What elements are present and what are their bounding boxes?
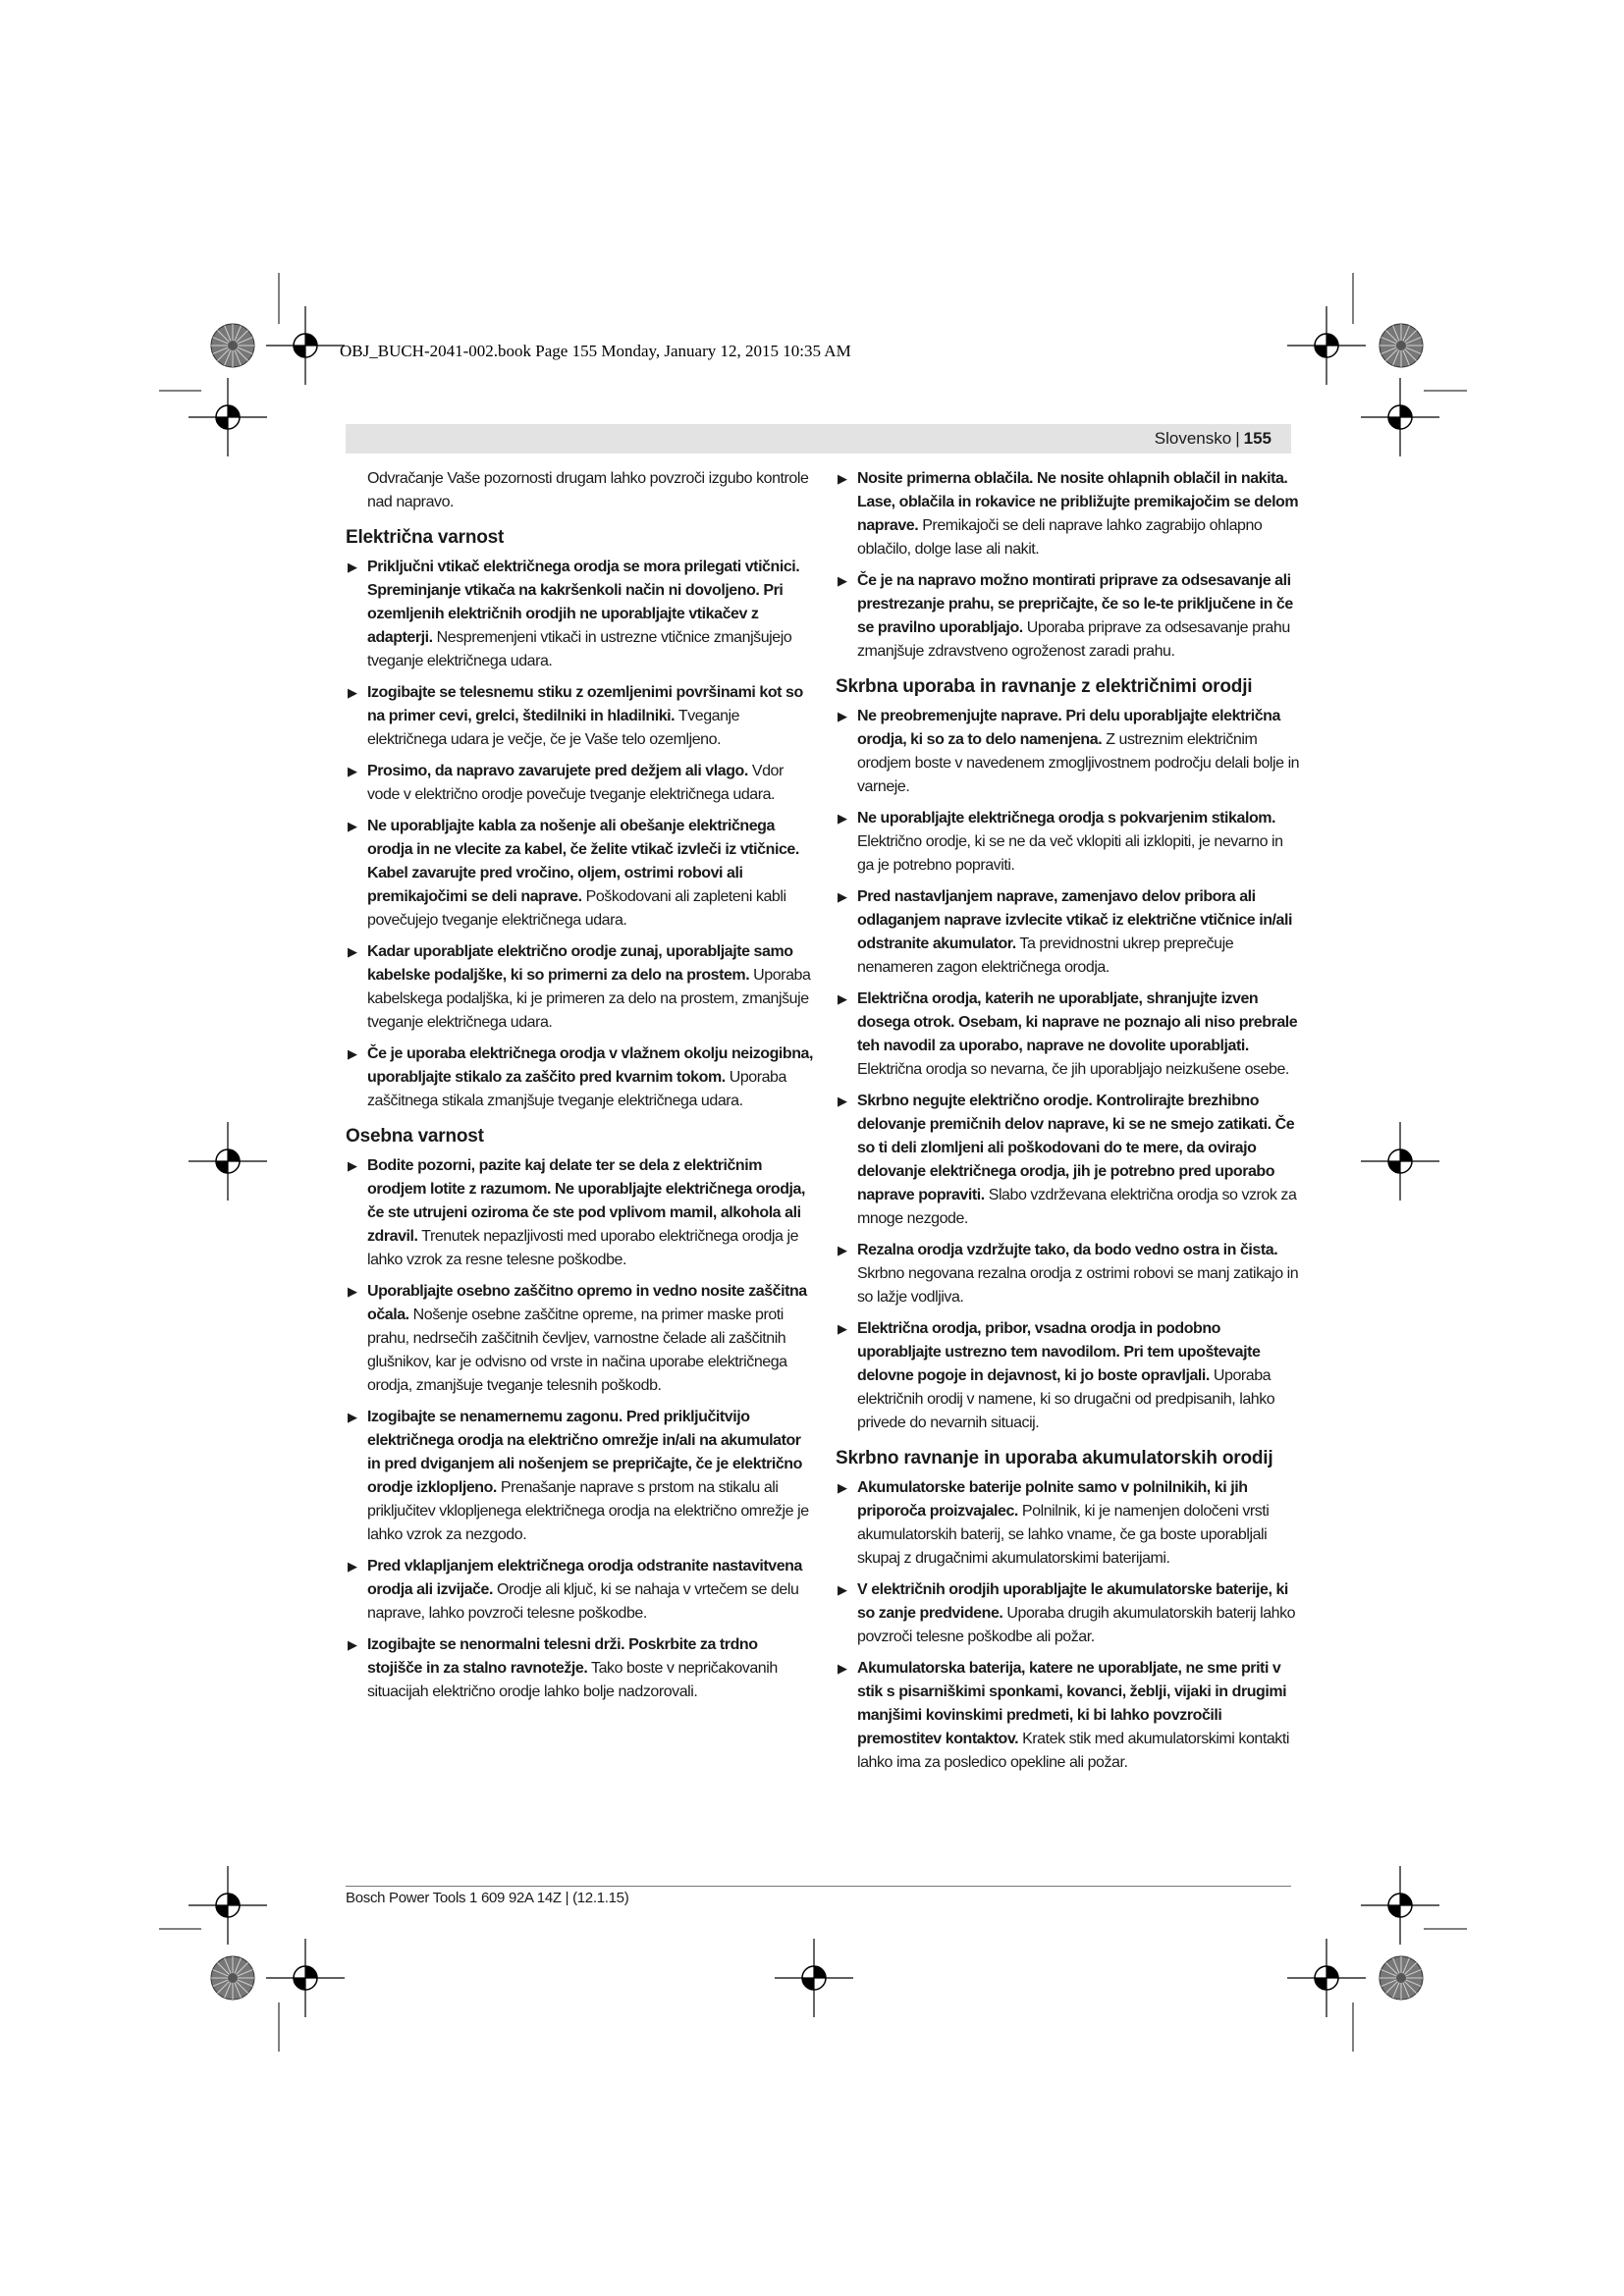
- safety-instruction-item: [836, 1090, 1303, 1231]
- instruction-explanation-text: Električna orodja so nevarna, če jih uporabljajo neizkušene osebe.: [857, 1061, 1289, 1078]
- page-header-bar: [346, 424, 1291, 454]
- personal-safety-list-continued: [836, 467, 1303, 664]
- instruction-bold-text: Nosite primerna oblačila. Ne nosite ohlapnih oblačil in nakita. Lase, oblačila in rokavice ne približujte premikajočim se delom naprave.: [857, 470, 1299, 534]
- safety-instruction-item: [346, 1154, 813, 1272]
- safety-instruction-item: [346, 1406, 813, 1547]
- bullet-triangle-icon: ▶: [838, 889, 847, 904]
- instruction-bold-text: Ne uporabljajte kabla za nošenje ali obešanje električnega orodja in ne vlecite za kabel, če želite vtikač izvleči iz vtičnice. Kabel zavarujte pred vročino, oljem, ostrimi robovi ali premikajočimi se deli naprave.: [367, 818, 799, 905]
- bullet-triangle-icon: ▶: [348, 819, 357, 833]
- bullet-triangle-icon: ▶: [348, 1158, 357, 1173]
- instruction-explanation-text: Slabo vzdrževana električna orodja so vzrok za mnoge nezgode.: [857, 1187, 1297, 1227]
- instruction-bold-text: Če je na napravo možno montirati priprave za odsesavanje ali prestrezanje prahu, se prepričajte, če so le-te priključene in če se pravilno uporabljajo.: [857, 572, 1293, 636]
- section-title-personal-safety: Osebna varnost: [346, 1126, 484, 1147]
- instruction-explanation-text: Ta previdnostni ukrep preprečuje nenameren zagon električnega orodja.: [857, 935, 1234, 976]
- safety-instruction-item: [346, 1042, 813, 1113]
- bullet-triangle-icon: ▶: [348, 1410, 357, 1424]
- right-column: [836, 467, 1303, 1783]
- bullet-triangle-icon: ▶: [838, 1094, 847, 1108]
- instruction-explanation-text: Uporaba priprave za odsesavanje prahu zmanjšuje zdravstveno ogroženost zaradi prahu.: [857, 619, 1290, 660]
- instruction-explanation-text: Nošenje osebne zaščitne opreme, na primer maske proti prahu, nedrsečih zaščitnih čevljev, varnostne čelade ali zaščitnih glušnikov, kar je odvisno od vrste in načina uporabe električnega orodja, zmanjšuje tveganje telesnih poškodb.: [367, 1307, 787, 1394]
- bullet-triangle-icon: ▶: [348, 560, 357, 574]
- instruction-explanation-text: Trenutek nepazljivosti med uporabo električnega orodja je lahko vzrok za resne telesne poškodbe.: [367, 1228, 799, 1268]
- bullet-triangle-icon: ▶: [838, 1661, 847, 1676]
- bullet-triangle-icon: ▶: [348, 944, 357, 959]
- instruction-bold-text: Pred vklapljanjem električnega orodja odstranite nastavitvena orodja ali izvijače.: [367, 1558, 802, 1598]
- instruction-bold-text: V električnih orodjih uporabljajte le akumulatorske baterije, ki so zanje predvidene.: [857, 1581, 1288, 1622]
- section-title-electrical-safety: Električna varnost: [346, 527, 505, 548]
- instruction-explanation-text: Vdor vode v električno orodje povečuje tveganje električnega udara.: [367, 763, 784, 803]
- instruction-bold-text: Prosimo, da napravo zavarujete pred dežjem ali vlago.: [367, 763, 748, 779]
- instruction-explanation-text: Prenašanje naprave s prstom na stikalu ali priključitev vklopljenega električnega orodja na električno omrežje je lahko vzrok za nezgodo.: [367, 1479, 809, 1543]
- bullet-triangle-icon: ▶: [348, 1046, 357, 1061]
- bullet-triangle-icon: ▶: [838, 811, 847, 826]
- instruction-explanation-text: Poškodovani ali zapleteni kabli povečujejo tveganje električnega udara.: [367, 888, 786, 929]
- bullet-triangle-icon: ▶: [838, 573, 847, 588]
- instruction-explanation-text: Električno orodje, ki se ne da več vklopiti ali izklopiti, je nevarno in ga je potrebno popraviti.: [857, 833, 1283, 874]
- book-file-header: OBJ_BUCH-2041-002.book Page 155 Monday, January 12, 2015 10:35 AM: [340, 342, 851, 360]
- instruction-bold-text: Akumulatorska baterija, katere ne uporabljate, ne sme priti v stik s pisarniškimi sponkami, kovanci, žeblji, vijaki in drugimi manjšimi kovinskimi predmeti, ki bi lahko povzročili premostitev kontaktov.: [857, 1660, 1287, 1747]
- bullet-triangle-icon: ▶: [838, 1582, 847, 1597]
- bullet-triangle-icon: ▶: [838, 1243, 847, 1257]
- safety-instruction-item: [836, 569, 1303, 664]
- page-footer: Bosch Power Tools 1 609 92A 14Z | (12.1.15): [346, 1890, 629, 1906]
- bullet-triangle-icon: ▶: [348, 764, 357, 778]
- safety-instruction-item: [346, 1633, 813, 1704]
- safety-instruction-item: [346, 815, 813, 933]
- instruction-explanation-text: Uporaba zaščitnega stikala zmanjšuje tveganje električnega udara.: [367, 1069, 786, 1109]
- safety-instruction-item: [346, 1280, 813, 1398]
- section-title-battery-tools: Skrbno ravnanje in uporaba akumulatorskih orodij: [836, 1448, 1273, 1468]
- page-header: [1155, 429, 1272, 449]
- instruction-explanation-text: Orodje ali ključ, ki se nahaja v vrtečem se delu naprave, lahko povzroči telesne poškodbe.: [367, 1581, 799, 1622]
- instruction-explanation-text: Premikajoči se deli naprave lahko zagrabijo ohlapno oblačilo, dolge lase ali nakit.: [857, 517, 1263, 558]
- safety-instruction-item: [346, 940, 813, 1035]
- instruction-bold-text: Rezalna orodja vzdržujte tako, da bodo vedno ostra in čista.: [857, 1242, 1278, 1258]
- instruction-explanation-text: Tako boste v nepričakovanih situacijah električno orodje lahko bolje nadzorovali.: [367, 1660, 778, 1700]
- personal-safety-list: [346, 1154, 813, 1704]
- tool-use-list: [836, 705, 1303, 1435]
- safety-instruction-item: [346, 1555, 813, 1626]
- safety-instruction-item: [346, 681, 813, 752]
- safety-instruction-item: [836, 988, 1303, 1082]
- instruction-bold-text: Akumulatorske baterije polnite samo v polnilnikih, ki jih priporoča proizvajalec.: [857, 1479, 1248, 1520]
- safety-instruction-item: [346, 556, 813, 673]
- safety-instruction-item: [836, 705, 1303, 799]
- instruction-explanation-text: Uporaba električnih orodij v namene, ki so drugačni od predpisanih, lahko privede do nevarnih situacij.: [857, 1367, 1275, 1431]
- left-column: [346, 467, 813, 1712]
- bullet-triangle-icon: ▶: [838, 1321, 847, 1336]
- safety-instruction-item: [836, 1578, 1303, 1649]
- safety-instruction-item: [836, 1239, 1303, 1309]
- page-number: 155: [1243, 429, 1272, 448]
- instruction-explanation-text: Uporaba kabelskega podaljška, ki je primeren za delo na prostem, zmanjšuje tveganje električnega udara.: [367, 967, 811, 1031]
- instruction-bold-text: Pred nastavljanjem naprave, zamenjavo delov pribora ali odlaganjem naprave izvlecite vtikač iz električne vtičnice in/ali odstranite akumulator.: [857, 888, 1292, 952]
- bullet-triangle-icon: ▶: [348, 1559, 357, 1574]
- bullet-triangle-icon: ▶: [348, 1284, 357, 1299]
- battery-tools-list: [836, 1476, 1303, 1775]
- instruction-bold-text: Če je uporaba električnega orodja v vlažnem okolju neizogibna, uporabljajte stikalo za zaščito pred kvarnim tokom.: [367, 1045, 813, 1086]
- safety-instruction-item: [836, 1476, 1303, 1571]
- header-separator: |: [1235, 429, 1240, 448]
- bullet-triangle-icon: ▶: [838, 709, 847, 723]
- safety-instruction-item: [836, 1317, 1303, 1435]
- instruction-explanation-text: Kratek stik med akumulatorskimi kontakti lahko ima za posledico opekline ali požar.: [857, 1731, 1289, 1771]
- instruction-explanation-text: Uporaba drugih akumulatorskih baterij lahko povzroči telesne poškodbe ali požar.: [857, 1605, 1296, 1645]
- instruction-explanation-text: Polnilnik, ki je namenjen določeni vrsti akumulatorskih baterij, se lahko vname, če ga boste uporabljali skupaj z drugačnimi akumulatorskimi baterijami.: [857, 1503, 1270, 1567]
- instruction-explanation-text: Tveganje električnega udara je večje, če je Vaše telo ozemljeno.: [367, 708, 740, 748]
- safety-instruction-item: [346, 760, 813, 807]
- bullet-triangle-icon: ▶: [838, 471, 847, 486]
- instruction-bold-text: Priključni vtikač električnega orodja se mora prilegati vtičnici. Spreminjanje vtikača na kakršenkoli način ni dovoljeno. Pri ozemljenih električnih orodjih ne uporabljajte vtikačev z adapterji.: [367, 559, 800, 646]
- bullet-triangle-icon: ▶: [838, 1480, 847, 1495]
- bullet-triangle-icon: ▶: [348, 685, 357, 700]
- instruction-explanation-text: Skrbno negovana rezalna orodja z ostrimi robovi se manj zatikajo in so lažje vodljiva.: [857, 1265, 1299, 1306]
- safety-instruction-item: [836, 807, 1303, 878]
- instruction-bold-text: Električna orodja, pribor, vsadna orodja in podobno uporabljajte ustrezno tem navodilom. Pri tem upoštevajte delovne pogoje in dejavnost, ki jo boste opravljali.: [857, 1320, 1261, 1384]
- instruction-bold-text: Bodite pozorni, pazite kaj delate ter se dela z električnim orodjem lotite z razumom. Ne uporabljajte električnega orodja, če ste utrujeni oziroma če ste pod vplivom mamil, alkohola ali zdravil.: [367, 1157, 805, 1245]
- instruction-bold-text: Električna orodja, katerih ne uporabljate, shranjujte izven dosega otrok. Osebam, ki naprave ne poznajo ali niso prebrale teh navodil za uporabo, naprave ne dovolite uporabljati.: [857, 990, 1298, 1054]
- instruction-bold-text: Izogibajte se nenormalni telesni drži. Poskrbite za trdno stojišče in za stalno ravnotežje.: [367, 1636, 758, 1677]
- safety-instruction-item: [836, 467, 1303, 561]
- intro-paragraph: Odvračanje Vaše pozornosti drugam lahko povzroči izgubo kontrole nad napravo.: [367, 470, 809, 510]
- instruction-bold-text: Izogibajte se nenamernemu zagonu. Pred priključitvijo električnega orodja na električno omrežje in/ali na akumulator in pred dviganjem ali nošenjem se prepričajte, če je električno orodje izklopljeno.: [367, 1409, 802, 1496]
- safety-instruction-item: [836, 1657, 1303, 1775]
- instruction-explanation-text: Z ustreznim električnim orodjem boste v navedenem zmogljivostnem področju delali bolje in varneje.: [857, 731, 1300, 795]
- instruction-bold-text: Uporabljajte osebno zaščitno opremo in vedno nosite zaščitna očala.: [367, 1283, 807, 1323]
- instruction-bold-text: Ne uporabljajte električnega orodja s pokvarjenim stikalom.: [857, 810, 1276, 827]
- section-title-tool-use: Skrbna uporaba in ravnanje z električnimi orodji: [836, 676, 1253, 697]
- instruction-bold-text: Skrbno negujte električno orodje. Kontrolirajte brezhibno delovanje premičnih delov naprave, ki se ne smejo zatikati. Če so ti deli zlomljeni ali poškodovani do te mere, da ovirajo delovanje električnega orodja, jih je potrebno pred uporabo naprave popraviti.: [857, 1093, 1295, 1203]
- electrical-safety-list: [346, 556, 813, 1113]
- footer-divider: [346, 1886, 1291, 1887]
- instruction-bold-text: Izogibajte se telesnemu stiku z ozemljenimi površinami kot so na primer cevi, grelci, štedilniki in hladilniki.: [367, 684, 803, 724]
- safety-instruction-item: [836, 885, 1303, 980]
- instruction-explanation-text: Nespremenjeni vtikači in ustrezne vtičnice zmanjšujejo tveganje električnega udara.: [367, 629, 792, 669]
- bullet-triangle-icon: ▶: [838, 991, 847, 1006]
- instruction-bold-text: Kadar uporabljate električno orodje zunaj, uporabljajte samo kabelske podaljške, ki so primerni za delo na prostem.: [367, 943, 793, 984]
- language-label: Slovensko: [1154, 429, 1232, 448]
- bullet-triangle-icon: ▶: [348, 1637, 357, 1652]
- instruction-bold-text: Ne preobremenjujte naprave. Pri delu uporabljajte električna orodja, ki so za to delo namenjena.: [857, 708, 1280, 748]
